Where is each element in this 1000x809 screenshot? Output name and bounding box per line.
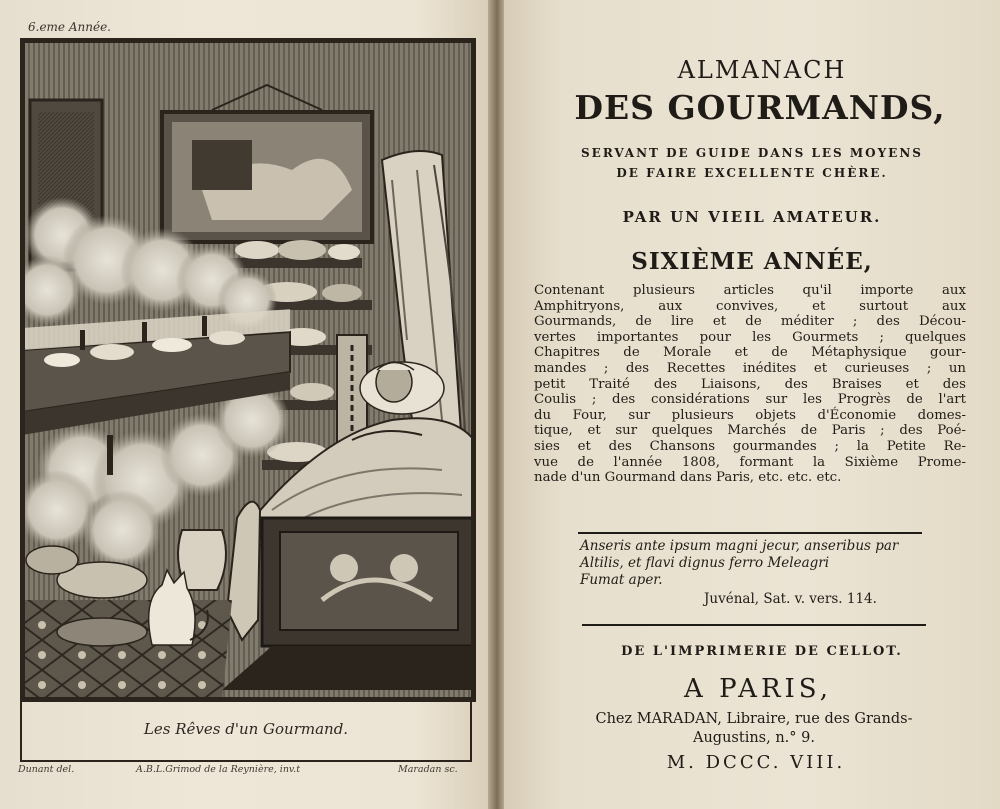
caption-box [20, 698, 472, 762]
epigraph-line: Altilis, et flavi dignus ferro Meleagri [580, 555, 830, 571]
engraving-artwork [22, 40, 474, 700]
contents-line: Coulis ; des considérations sur les Progrès de l'art [534, 392, 966, 408]
contents-line: Contenant plusieurs articles qu'il importe aux [534, 283, 966, 298]
epigraph-line: Fumat aper. [580, 572, 663, 588]
printer-line: DE L'IMPRIMERIE DE CELLOT. [621, 644, 903, 659]
epigraph-citation: Juvénal, Sat. v. vers. 114. [704, 591, 877, 607]
title-line-gourmands: DES GOURMANDS, [574, 88, 946, 127]
contents-line: sies et des Chansons gourmandes ; la Petite Re- [534, 438, 966, 454]
contents-line: nade d'un Gourmand dans Paris, etc. etc. etc. [534, 470, 842, 486]
publisher-line: Chez MARADAN, Libraire, rue des Grands- [595, 711, 913, 727]
publication-date: M. DCCC. VIII. [666, 752, 846, 773]
contents-line: petit Traité des Liaisons, des Braises et des [534, 376, 966, 392]
subtitle-line-2: DE FAIRE EXCELLENTE CHÈRE. [616, 166, 888, 180]
contents-line: Amphitryons, aux convives, et surtout aux [534, 298, 966, 314]
divider-rule-bottom [582, 624, 926, 626]
frontispiece-page [0, 0, 492, 809]
city-line: A PARIS, [684, 674, 832, 704]
contents-line: vue de l'année 1808, formant la Sixième Prome- [534, 454, 966, 470]
latin-epigraph [580, 538, 936, 589]
title-page [504, 0, 1000, 809]
publisher-line: Augustins, n.° 9. [693, 730, 815, 746]
publisher-address [534, 710, 974, 748]
contents-description [534, 283, 966, 486]
volume-label: 6.eme Année. [28, 20, 111, 34]
subtitle-line-1: SERVANT DE GUIDE DANS LES MOYENS [581, 146, 923, 160]
contents-line: vertes importantes pour les Gourmets ; quelques [534, 329, 966, 345]
contents-line: Chapitres de Morale et de Métaphysique gour- [534, 345, 966, 361]
epigraph-line: Anseris ante ipsum magni jecur, anseribus par [580, 538, 899, 554]
credit-invented-by: A.B.L.Grimod de la Reynière, inv.t [136, 764, 301, 775]
credit-drawn-by: Dunant del. [18, 764, 75, 775]
edition-line: SIXIÈME ANNÉE, [631, 248, 873, 275]
contents-line: Gourmands, de lire et de méditer ; des Décou- [534, 314, 966, 330]
credit-engraved-by: Maradan sc. [398, 764, 458, 775]
contents-line: mandes ; des Recettes inédites et curieuses ; un [534, 360, 966, 376]
contents-line: tique, et sur quelques Marchés de Paris ; des Poé- [534, 423, 966, 439]
author-line: PAR UN VIEIL AMATEUR. [622, 208, 882, 226]
engraving-illustration [20, 38, 476, 702]
illustration-caption: Les Rêves d'un Gourmand. [143, 720, 349, 738]
title-line-almanach: ALMANACH [677, 56, 847, 84]
contents-line: du Four, sur plusieurs objets d'Économie domes- [534, 407, 966, 423]
divider-rule-top [578, 532, 922, 534]
